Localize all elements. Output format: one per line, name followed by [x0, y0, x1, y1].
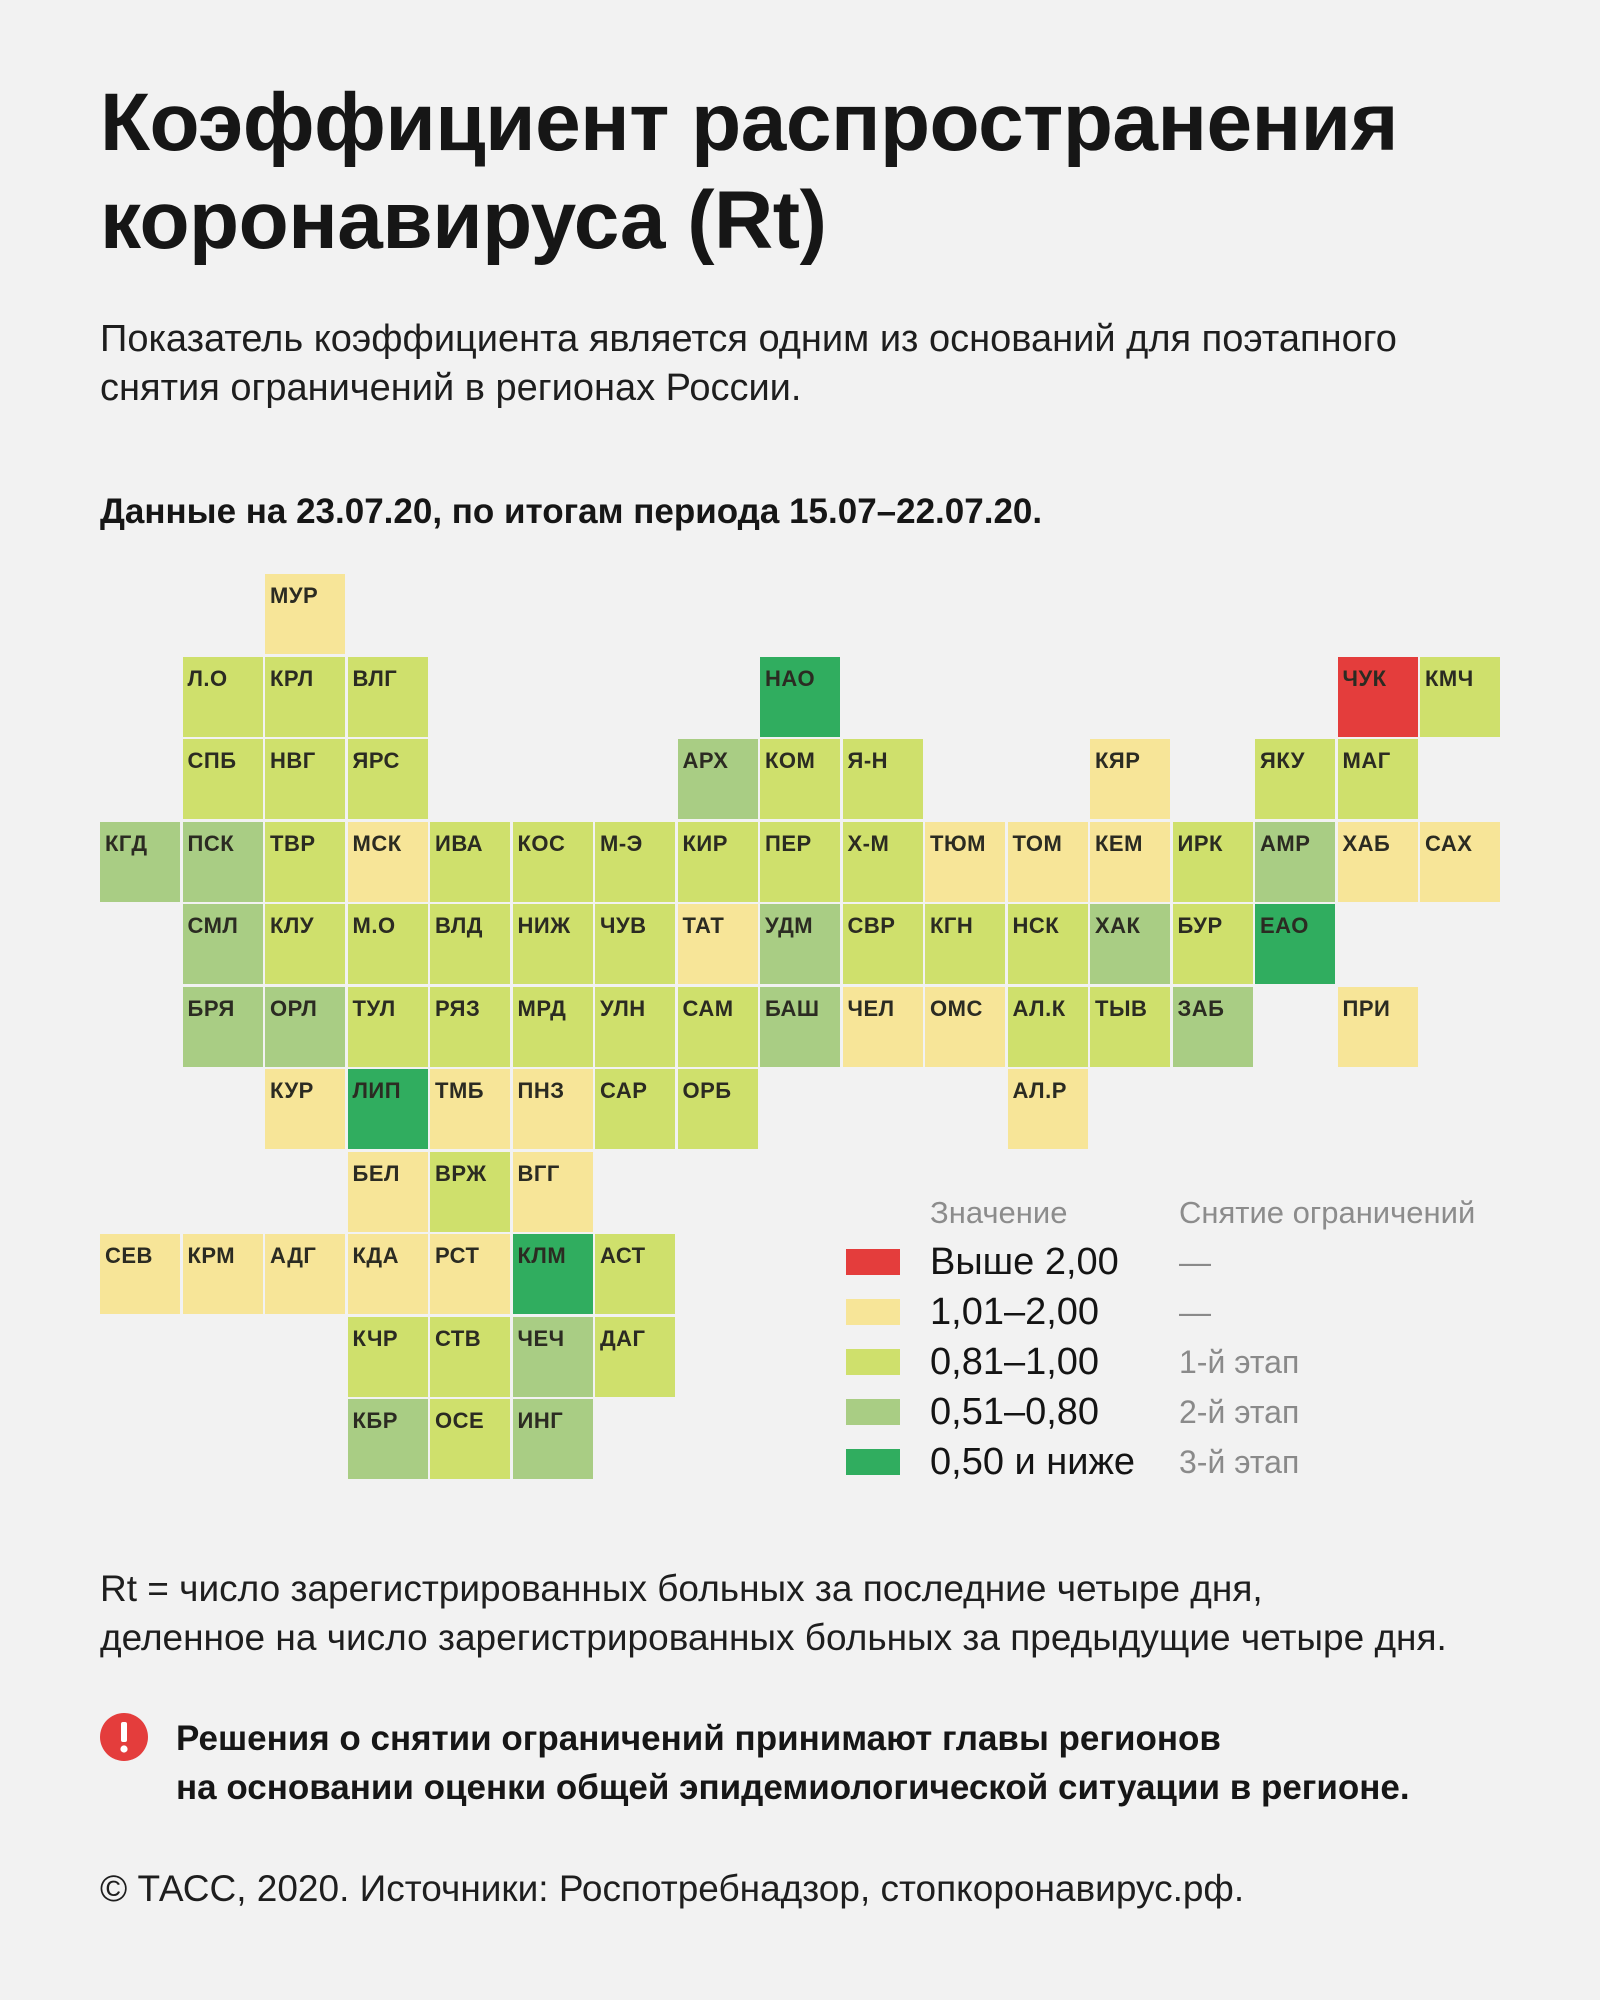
region-tile: КМЧ — [1420, 657, 1500, 737]
region-tile: ВГГ — [513, 1152, 593, 1232]
region-tile: КЧР — [348, 1317, 428, 1397]
legend-row — [846, 1337, 1546, 1387]
footer-credits: © ТАСС, 2020. Источники: Роспотребнадзор, стопкоронавирус.рф. — [100, 1868, 1245, 1909]
region-tile: САХ — [1420, 822, 1500, 902]
region-tile: НИЖ — [513, 904, 593, 984]
region-tile: КРЛ — [265, 657, 345, 737]
region-tile: ЧУК — [1338, 657, 1418, 737]
region-tile: ОРЛ — [265, 987, 345, 1067]
region-tile: ЕАО — [1255, 904, 1335, 984]
exclamation-icon — [100, 1713, 148, 1761]
region-tile: Л.О — [183, 657, 263, 737]
region-tile: ЧЕЛ — [843, 987, 923, 1067]
region-tile: САМ — [678, 987, 758, 1067]
region-tile: АЛ.К — [1008, 987, 1088, 1067]
legend-row — [846, 1387, 1546, 1437]
region-tile: ИРК — [1173, 822, 1253, 902]
region-tile: КГН — [925, 904, 1005, 984]
region-tile: КГД — [100, 822, 180, 902]
region-tile: ЛИП — [348, 1069, 428, 1149]
region-tile: РСТ — [430, 1234, 510, 1314]
legend-swatch — [846, 1349, 900, 1375]
region-tile: КЕМ — [1090, 822, 1170, 902]
region-tile: ПРИ — [1338, 987, 1418, 1067]
title-line: коронавируса (Rt) — [100, 175, 827, 266]
region-tile: КЛУ — [265, 904, 345, 984]
legend-range: 0,51–0,80 — [930, 1390, 1100, 1433]
region-tile: ИНГ — [513, 1399, 593, 1479]
legend-stage: 3-й этап — [1179, 1443, 1300, 1480]
region-tile: СМЛ — [183, 904, 263, 984]
region-tile: ОСЕ — [430, 1399, 510, 1479]
legend-stage: 1-й этап — [1179, 1343, 1300, 1380]
formula-line: деленное на число зарегистрированных больных за предыдущие четыре дня. — [100, 1617, 1447, 1658]
region-tile: КРМ — [183, 1234, 263, 1314]
legend-stage: — — [1179, 1243, 1211, 1280]
region-tile: ПСК — [183, 822, 263, 902]
region-tile: МУР — [265, 574, 345, 654]
region-tile: ТМБ — [430, 1069, 510, 1149]
legend-range: 1,01–2,00 — [930, 1290, 1100, 1333]
region-tile: НСК — [1008, 904, 1088, 984]
region-tile: СЕВ — [100, 1234, 180, 1314]
region-tile: ИВА — [430, 822, 510, 902]
region-tile: ОМС — [925, 987, 1005, 1067]
notice-text — [176, 1714, 1410, 1812]
legend-swatch — [846, 1399, 900, 1425]
region-tile: ТВР — [265, 822, 345, 902]
notice-line: Решения о снятии ограничений принимают главы регионов — [176, 1719, 1221, 1758]
subtitle — [100, 315, 1397, 413]
region-tile: ХАК — [1090, 904, 1170, 984]
region-tile: ВЛГ — [348, 657, 428, 737]
region-tile: КЛМ — [513, 1234, 593, 1314]
region-tile: ТУЛ — [348, 987, 428, 1067]
region-tile: ТОМ — [1008, 822, 1088, 902]
region-tile: ПНЗ — [513, 1069, 593, 1149]
region-tile: ЯКУ — [1255, 739, 1335, 819]
page-title — [100, 74, 1398, 270]
region-tile: КОМ — [760, 739, 840, 819]
legend-swatch — [846, 1299, 900, 1325]
region-tile: ХАБ — [1338, 822, 1418, 902]
region-tile: УЛН — [595, 987, 675, 1067]
region-tile: Х-М — [843, 822, 923, 902]
region-tile: ПЕР — [760, 822, 840, 902]
region-tile: РЯЗ — [430, 987, 510, 1067]
region-tile: БЕЛ — [348, 1152, 428, 1232]
region-tile: МРД — [513, 987, 593, 1067]
legend-row — [846, 1437, 1546, 1487]
region-tile: БРЯ — [183, 987, 263, 1067]
region-tile: КЯР — [1090, 739, 1170, 819]
legend-range: 0,81–1,00 — [930, 1340, 1100, 1383]
region-tile: СВР — [843, 904, 923, 984]
title-line: Коэффициент распространения — [100, 77, 1398, 168]
region-tile: СПБ — [183, 739, 263, 819]
region-tile: ОРБ — [678, 1069, 758, 1149]
region-tile: НВГ — [265, 739, 345, 819]
legend-header — [846, 1192, 1509, 1234]
region-tile: ТЫВ — [1090, 987, 1170, 1067]
region-tile: Я-Н — [843, 739, 923, 819]
region-tile: БУР — [1173, 904, 1253, 984]
region-tile: БАШ — [760, 987, 840, 1067]
formula-text — [100, 1564, 1447, 1662]
region-tile: УДМ — [760, 904, 840, 984]
region-tile: ЗАБ — [1173, 987, 1253, 1067]
legend-row — [846, 1237, 1546, 1287]
region-tile: ЧЕЧ — [513, 1317, 593, 1397]
subtitle-line: Показатель коэффициента является одним из оснований для поэтапного — [100, 318, 1397, 360]
region-tile: КОС — [513, 822, 593, 902]
legend-swatch — [846, 1449, 900, 1475]
legend — [846, 1237, 1546, 1487]
region-tile: М.О — [348, 904, 428, 984]
region-tile: АСТ — [595, 1234, 675, 1314]
region-tile: М-Э — [595, 822, 675, 902]
region-tile: КДА — [348, 1234, 428, 1314]
region-tile: АРХ — [678, 739, 758, 819]
region-tile: ЯРС — [348, 739, 428, 819]
region-tile: ДАГ — [595, 1317, 675, 1397]
subtitle-line: снятия ограничений в регионах России. — [100, 367, 802, 409]
date-line: Данные на 23.07.20, по итогам периода 15.07–22.07.20. — [100, 492, 1043, 531]
legend-stage: 2-й этап — [1179, 1393, 1300, 1430]
region-tile: МАГ — [1338, 739, 1418, 819]
legend-row — [846, 1287, 1546, 1337]
legend-range: Выше 2,00 — [930, 1240, 1119, 1283]
legend-swatch — [846, 1249, 900, 1275]
region-tile: ТАТ — [678, 904, 758, 984]
region-tile: КБР — [348, 1399, 428, 1479]
region-tile: САР — [595, 1069, 675, 1149]
formula-line: Rt = число зарегистрированных больных за последние четыре дня, — [100, 1568, 1263, 1609]
legend-range: 0,50 и ниже — [930, 1440, 1136, 1483]
region-tile: АДГ — [265, 1234, 345, 1314]
legend-stage-header: Снятие ограничений — [1179, 1195, 1476, 1230]
region-tile: МСК — [348, 822, 428, 902]
region-tile: ЧУВ — [595, 904, 675, 984]
region-tile: ТЮМ — [925, 822, 1005, 902]
region-tile: АМР — [1255, 822, 1335, 902]
legend-value-header: Значение — [930, 1195, 1068, 1230]
region-tile: АЛ.Р — [1008, 1069, 1088, 1149]
notice-line: на основании оценки общей эпидемиологической ситуации в регионе. — [176, 1768, 1410, 1807]
region-tile: ВЛД — [430, 904, 510, 984]
legend-stage: — — [1179, 1293, 1211, 1330]
region-tile: ВРЖ — [430, 1152, 510, 1232]
region-tile: НАО — [760, 657, 840, 737]
region-tile: КУР — [265, 1069, 345, 1149]
region-tile: КИР — [678, 822, 758, 902]
region-tile: СТВ — [430, 1317, 510, 1397]
